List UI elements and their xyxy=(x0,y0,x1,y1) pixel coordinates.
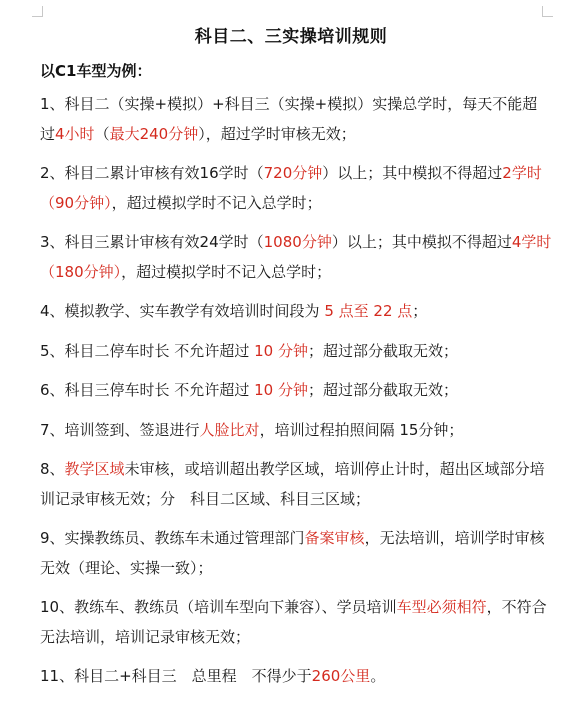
document-subtitle: 以C1车型为例： xyxy=(40,62,152,80)
rule-text: 9、实操教练员、教练车未通过管理部门 xyxy=(40,529,305,547)
page-corner-mark-right xyxy=(542,6,553,17)
rule-text: ； xyxy=(412,302,428,320)
rule-item-3 xyxy=(40,228,552,287)
rule-text: 。 xyxy=(370,667,386,685)
rule-item-9 xyxy=(40,524,552,583)
rule-text: 3、科目三累计审核有效24学时（ xyxy=(40,233,264,251)
rule-text: 1、科目二（实操+模拟）+科目三（实操+模拟）实操总学时，每天不能超过 xyxy=(40,95,538,143)
rule-text: ；超过部分截取无效； xyxy=(307,341,458,360)
highlight-text: 10 分钟 xyxy=(254,381,308,399)
highlight-text: 最大240分钟 xyxy=(109,124,199,143)
highlight-text: 人脸比对 xyxy=(199,420,260,439)
rule-text: ）以上；其中模拟不得超过 xyxy=(322,164,503,182)
rule-item-6 xyxy=(40,376,552,406)
highlight-text: 备案审核 xyxy=(304,529,365,547)
rule-text: 8、 xyxy=(40,460,65,478)
page-corner-mark-left xyxy=(32,6,43,17)
rule-item-10 xyxy=(40,593,552,652)
rule-item-11 xyxy=(40,662,552,692)
rule-text: 11、科目二+科目三 总里程 不得少于 xyxy=(40,667,312,685)
rule-text: ，培训过程拍照间隔 15分钟； xyxy=(259,420,464,439)
highlight-text: 720分钟 xyxy=(263,164,323,182)
rule-text: ，超过模拟学时不记入总学时； xyxy=(121,262,332,281)
rule-item-4 xyxy=(40,297,552,327)
rule-text: ，超过模拟学时不记入总学时； xyxy=(111,193,322,212)
highlight-text: 5 点至 22 点 xyxy=(324,302,413,320)
rule-item-7 xyxy=(40,416,552,446)
rule-text: ）以上；其中模拟不得超过 xyxy=(331,233,512,251)
highlight-text: 10 分钟 xyxy=(254,341,308,360)
rule-text: 10、教练车、教练员（培训车型向下兼容）、学员培训 xyxy=(40,598,397,616)
highlight-text: 4学时（180分钟） xyxy=(40,233,552,281)
rule-item-5 xyxy=(40,337,552,367)
rule-text: 2、科目二累计审核有效16学时（ xyxy=(40,164,264,182)
highlight-text: 2学时（90分钟） xyxy=(40,164,542,212)
rule-text: ；超过部分截取无效； xyxy=(307,381,458,399)
rule-text: ），超过学时审核无效； xyxy=(198,124,356,143)
rule-text: ，不符合无法培训，培训记录审核无效； xyxy=(40,598,547,646)
highlight-text: 车型必须相符 xyxy=(396,598,487,616)
rule-item-1 xyxy=(40,90,552,149)
highlight-text: 1080分钟 xyxy=(263,233,332,251)
rule-text: （ xyxy=(94,124,110,143)
rule-text: 6、科目三停车时长 不允许超过 xyxy=(40,381,255,399)
rule-text: ，无法培训，培训学时审核无效（理论、实操一致）； xyxy=(40,529,545,577)
rule-text: 4、模拟教学、实车教学有效培训时间段为 xyxy=(40,302,325,320)
highlight-text: 教学区域 xyxy=(64,460,125,478)
rule-text: 7、培训签到、签退进行 xyxy=(40,420,200,439)
rule-text: 未审核，或培训超出教学区域，培训停止计时，超出区域部分培训记录审核无效；分 科目二区域、科目三区域； xyxy=(40,460,545,508)
highlight-text: 260公里 xyxy=(311,667,371,685)
document-title: 科目二、三实操培训规则 xyxy=(194,27,388,47)
rules-list xyxy=(40,90,552,702)
rule-text: 5、科目二停车时长 不允许超过 xyxy=(40,341,255,360)
highlight-text: 4小时 xyxy=(55,124,95,143)
rule-item-2 xyxy=(40,159,552,218)
rule-item-8 xyxy=(40,455,552,514)
